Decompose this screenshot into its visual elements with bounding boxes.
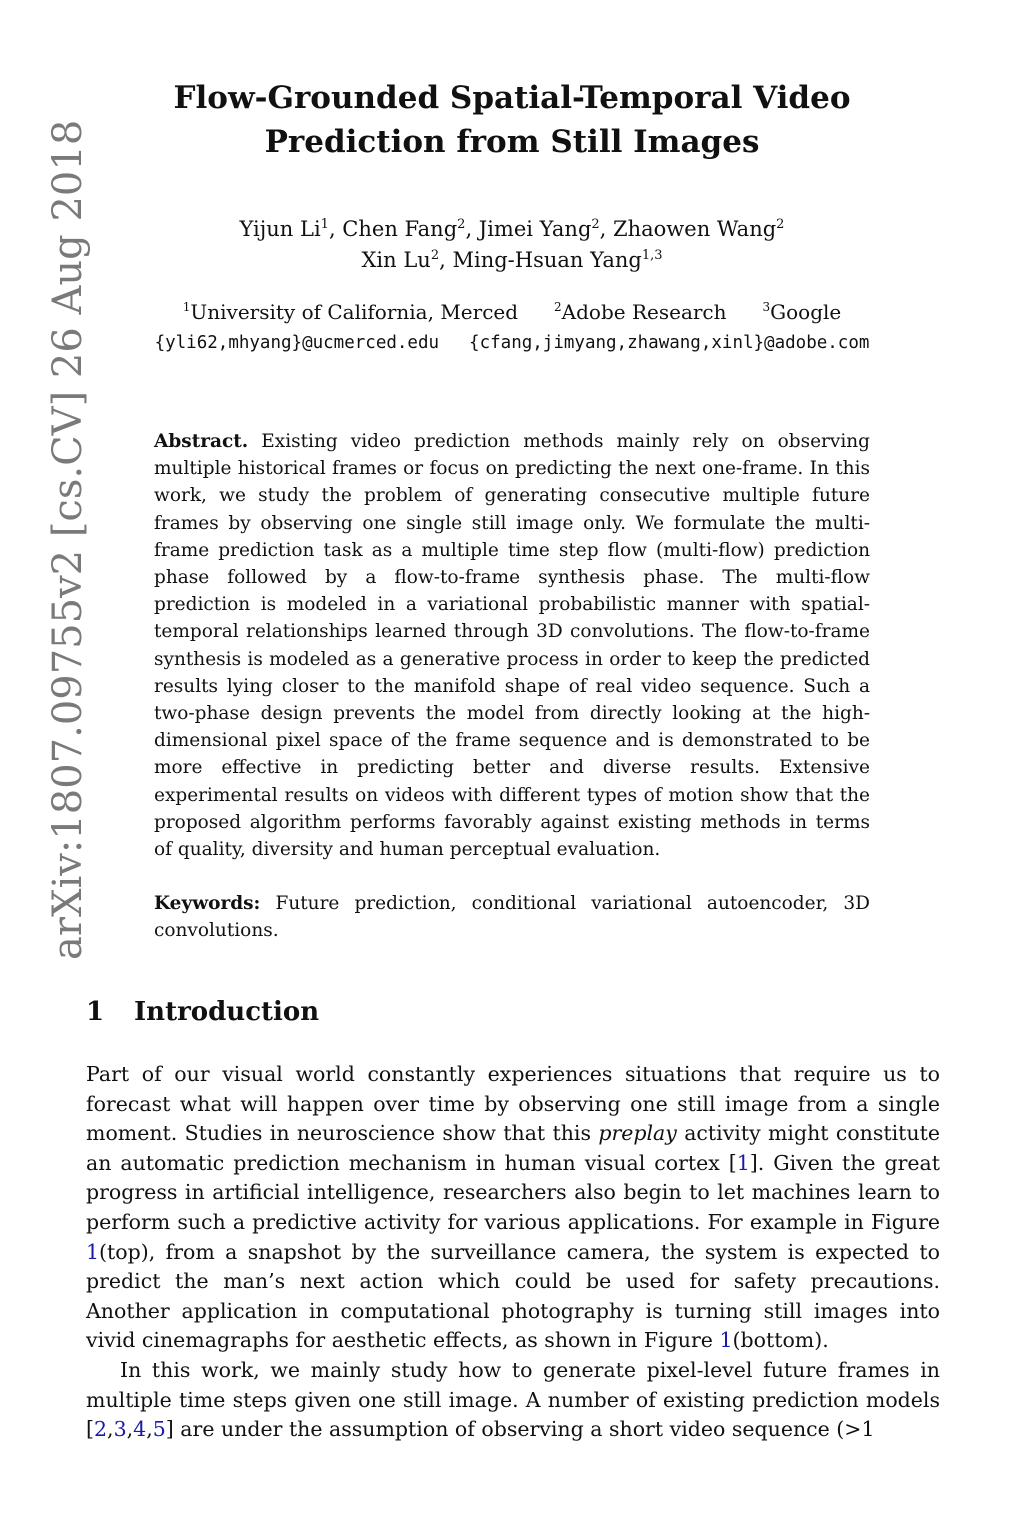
emphasis-preplay: preplay [598,1121,677,1146]
figure-link[interactable]: 1 [86,1239,100,1264]
section-heading-introduction [86,994,319,1030]
citation-separator: , [107,1417,114,1442]
citation-separator: , [146,1417,153,1442]
section-title: Introduction [134,997,320,1027]
email-adobe: {cfang,jimyang,zhawang,xinl}@adobe.com [469,333,870,353]
author-name: Ming-Hsuan Yang [452,248,642,272]
title-line-2: Prediction from Still Images [264,124,760,160]
author-line-1: Yijun Li$^1$, Chen Fang$^2$, Jimei Yang$^2$, Zhaowen Wang$^2$ [239,217,785,241]
abstract-label: Abstract. [154,431,249,452]
affiliation-name: Google [770,300,842,324]
affiliation-name: Adobe Research [561,300,727,324]
text-run: (bottom). [732,1328,829,1353]
citation-link[interactable]: 1 [736,1150,750,1175]
author-line-2: Xin Lu$^2$, Ming-Hsuan Yang$^{1,3}$ [361,248,663,272]
title-line-1: Flow-Grounded Spatial-Temporal Video [173,80,851,116]
abstract [154,428,870,863]
citation-separator: , [126,1417,134,1442]
author-affiliation-mark: 1,3 [641,248,663,263]
text-run: Part of our visual world constantly experiences situations that require us to forecast what will happen over time by observing one still image from a single moment. Studies in neuroscience show that this [86,1062,940,1146]
affiliation-mark: 2 [554,300,562,314]
affiliation-name: University of California, Merced [190,300,519,324]
author-name: Yijun Li [239,217,321,241]
author-affiliation-mark: 2 [457,217,466,232]
keywords-text: Future prediction, conditional variational autoencoder, 3D convolutions. [154,893,870,942]
paragraph [86,1356,940,1445]
keywords [154,890,870,944]
author-affiliation-mark: 2 [776,217,785,232]
text-run: ]. Given the great progress in artificial intelligence, researchers also begin to let machines learn to perform such a predictive activity for various applications. For example in Figure [86,1150,941,1234]
text-run: (top), from a snapshot by the surveillance camera, the system is expected to predict the man’s next action which could be used for safety precautions. Another application in computational photography is turning still images into vivid cinemagraphs for aesthetic effects, as shown in Figure [86,1239,940,1353]
citation-link[interactable]: 5 [152,1417,166,1442]
citation-link[interactable]: 3 [113,1417,127,1442]
arxiv-identifier-stamp[interactable]: arXiv:1807.09755v2 [cs.CV] 26 Aug 2018 [45,119,91,960]
author-name: Zhaowen Wang [613,217,777,241]
author-list [120,214,904,276]
author-name: Xin Lu [361,248,431,272]
author-affiliation-mark: 2 [430,248,440,263]
affiliation-mark: 1 [182,300,191,314]
figure-link[interactable]: 1 [719,1328,733,1353]
affiliations [100,298,924,326]
abstract-text: Existing video prediction methods mainly rely on observing multiple historical frames or focus on predicting the next one-frame. In this work, we study the problem of generating consecutive multiple future frames by observing one single still image only. We formulate the multi-frame prediction task as a multiple time step flow (multi-flow) prediction phase followed by a flow-to-frame synthesis phase. The multi-flow prediction is modeled in a variational probabilistic manner with spatial-temporal relationships learned through 3D convolutions. The flow-to-frame synthesis is modeled as a generative process in order to keep the predicted results lying closer to the manifold shape of real video sequence. Such a two-phase design prevents the model from directly looking at the high-dimensional pixel space of the frame sequence and is demonstrated to be more effective in predicting better and diverse results. Extensive experimental results on videos with different types of motion show that the proposed algorithm performs favorably against existing methods in terms of quality, diversity and human perceptual evaluation. [154,431,870,861]
section-number: 1 [86,997,105,1027]
citation-link[interactable]: 4 [133,1417,147,1442]
email-ucmerced: {yli62,mhyang}@ucmerced.edu [154,333,440,353]
author-name: Jimei Yang [478,217,592,241]
text-run: activity might constitute an automatic prediction mechanism in human visual cortex [ [86,1121,940,1175]
affiliation-mark: 3 [762,300,771,314]
paper-title [120,76,904,164]
author-affiliation-mark: 2 [591,217,600,232]
text-run: In this work, we mainly study how to generate pixel-level future frames in multiple time steps given one still image. A number of existing prediction models [ [86,1357,940,1442]
introduction-body [86,1060,940,1445]
citation-link[interactable]: 2 [94,1417,108,1442]
author-affiliation-mark: 1 [320,217,329,232]
author-emails [100,330,924,356]
author-name: Chen Fang [342,217,458,241]
keywords-label: Keywords: [154,893,261,914]
paragraph [86,1060,940,1356]
text-run: ] are under the assumption of observing a short video sequence (>1 [165,1417,875,1442]
